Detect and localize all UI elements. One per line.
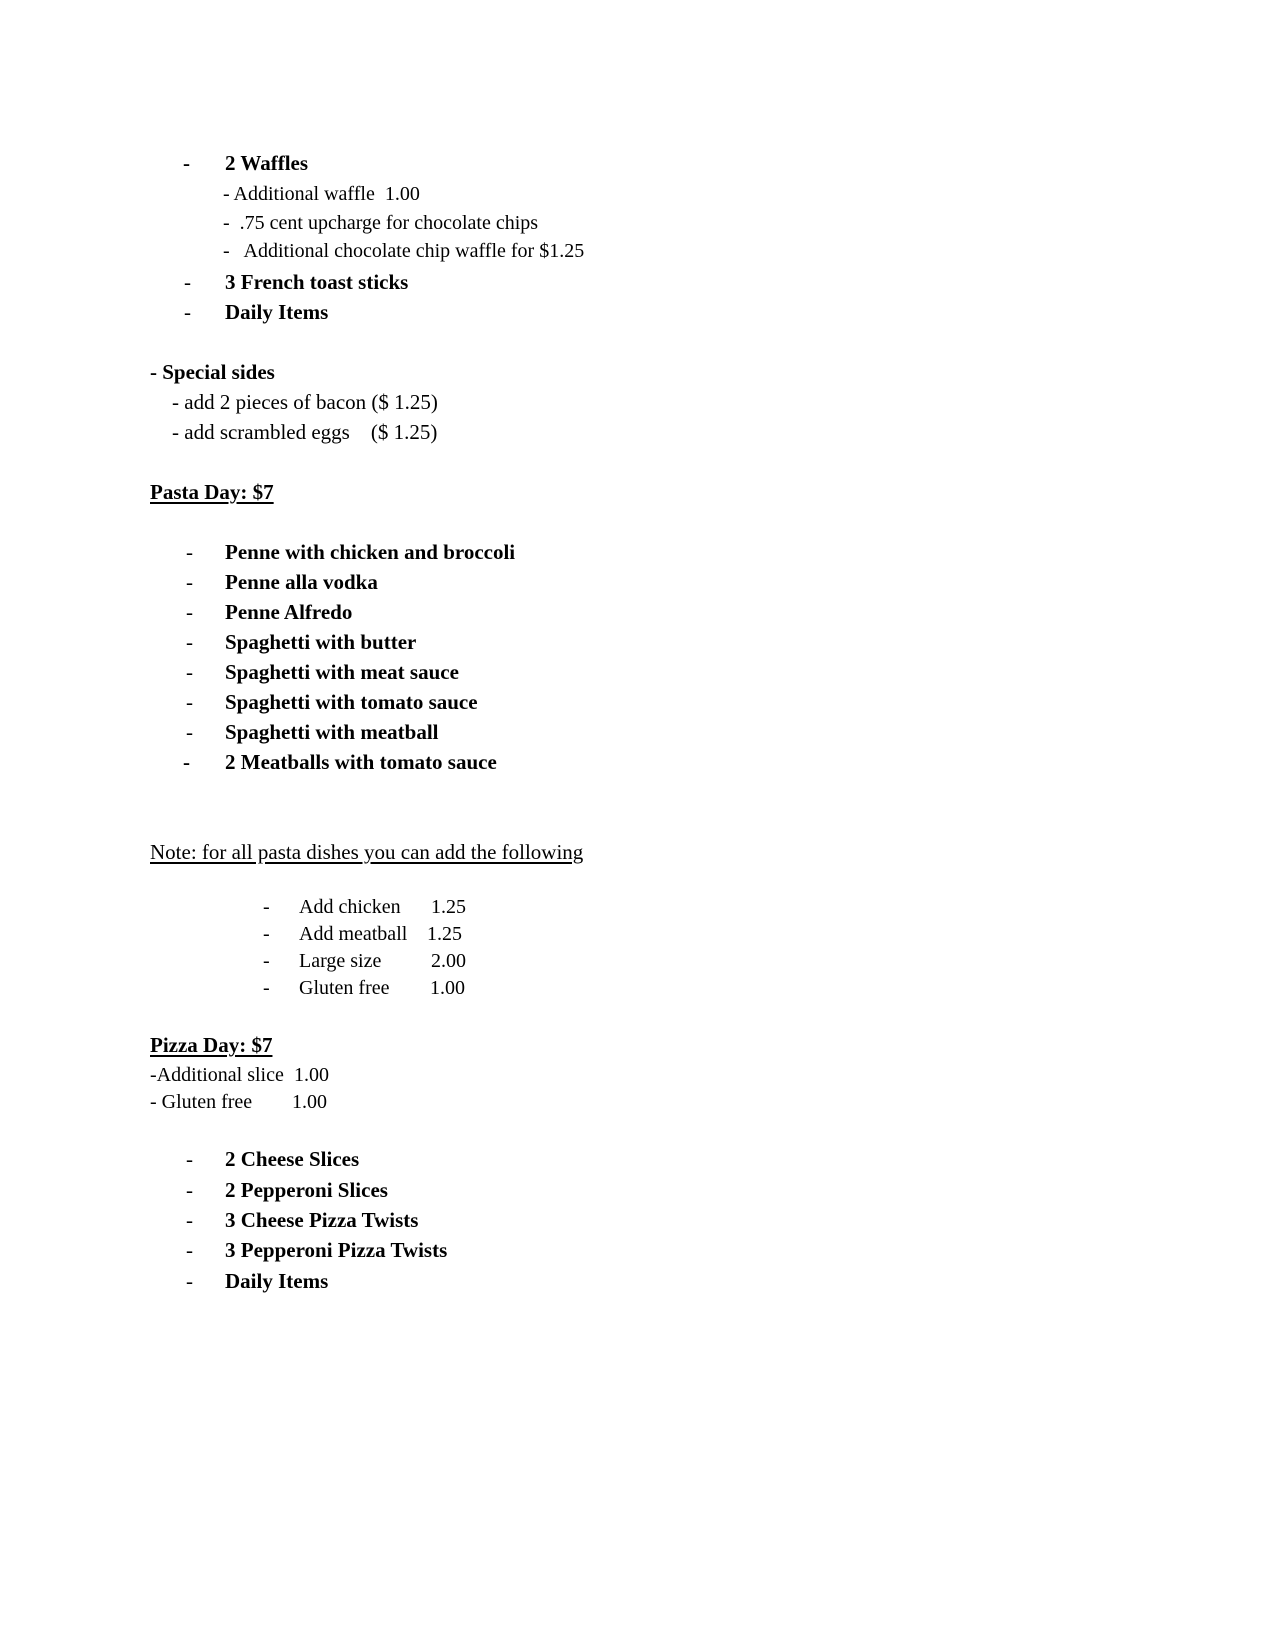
list-dash: - (186, 1208, 193, 1232)
list-dash: - (263, 977, 270, 999)
list-dash: - (186, 1238, 193, 1262)
list-dash: - (186, 660, 193, 684)
section-heading: - Special sides (150, 360, 275, 384)
addon-label: Large size (299, 950, 382, 972)
pasta-note: Note: for all pasta dishes you can add the following (150, 840, 584, 864)
addon-price: 2.00 (431, 950, 466, 972)
list-dash: - (263, 896, 270, 918)
addon-price: 1.25 (427, 923, 462, 945)
menu-item: 2 Waffles (225, 151, 309, 175)
menu-item: Spaghetti with butter (225, 630, 417, 654)
addon-label: Add chicken (299, 896, 401, 918)
menu-item: Daily Items (225, 300, 329, 324)
side-item: - add 2 pieces of bacon ($ 1.25) (172, 390, 438, 414)
section-heading: Pizza Day: $7 (150, 1033, 273, 1057)
menu-item: 3 Cheese Pizza Twists (225, 1208, 419, 1232)
menu-item: Spaghetti with meat sauce (225, 660, 459, 684)
addon-price: 1.25 (431, 896, 466, 918)
list-dash: - (186, 570, 193, 594)
section-heading: Pasta Day: $7 (150, 480, 274, 504)
list-dash: - (263, 950, 270, 972)
list-dash: - (186, 630, 193, 654)
addon-label: Add meatball (299, 923, 408, 945)
list-dash: - (186, 720, 193, 744)
pizza-note-label: - Gluten free (150, 1091, 253, 1113)
menu-item: Spaghetti with tomato sauce (225, 690, 478, 714)
waffle-note: - Additional chocolate chip waffle for $1.25 (223, 240, 585, 262)
addon-label: Gluten free (299, 977, 390, 999)
list-dash: - (183, 151, 190, 175)
menu-item: Spaghetti with meatball (225, 720, 439, 744)
menu-item: 3 Pepperoni Pizza Twists (225, 1238, 448, 1262)
menu-item: Penne with chicken and broccoli (225, 540, 516, 564)
pizza-note-label: -Additional slice (150, 1064, 284, 1086)
menu-item: 2 Meatballs with tomato sauce (225, 750, 497, 774)
menu-item: Penne Alfredo (225, 600, 353, 624)
menu-item: 3 French toast sticks (225, 270, 409, 294)
list-dash: - (186, 690, 193, 714)
list-dash: - (184, 300, 191, 324)
waffle-note: - .75 cent upcharge for chocolate chips (223, 212, 539, 234)
list-dash: - (184, 270, 191, 294)
pizza-note-price: 1.00 (292, 1091, 327, 1113)
list-dash: - (186, 1178, 193, 1202)
list-dash: - (186, 1147, 193, 1171)
menu-item: Daily Items (225, 1269, 329, 1293)
waffle-note: - Additional waffle 1.00 (223, 183, 420, 205)
menu-item: 2 Cheese Slices (225, 1147, 360, 1171)
list-dash: - (186, 1269, 193, 1293)
list-dash: - (186, 540, 193, 564)
side-item: - add scrambled eggs ($ 1.25) (172, 420, 438, 444)
list-dash: - (186, 600, 193, 624)
menu-item: 2 Pepperoni Slices (225, 1178, 388, 1202)
addon-price: 1.00 (430, 977, 465, 999)
list-dash: - (263, 923, 270, 945)
list-dash: - (183, 750, 190, 774)
pizza-note-price: 1.00 (294, 1064, 329, 1086)
menu-item: Penne alla vodka (225, 570, 378, 594)
